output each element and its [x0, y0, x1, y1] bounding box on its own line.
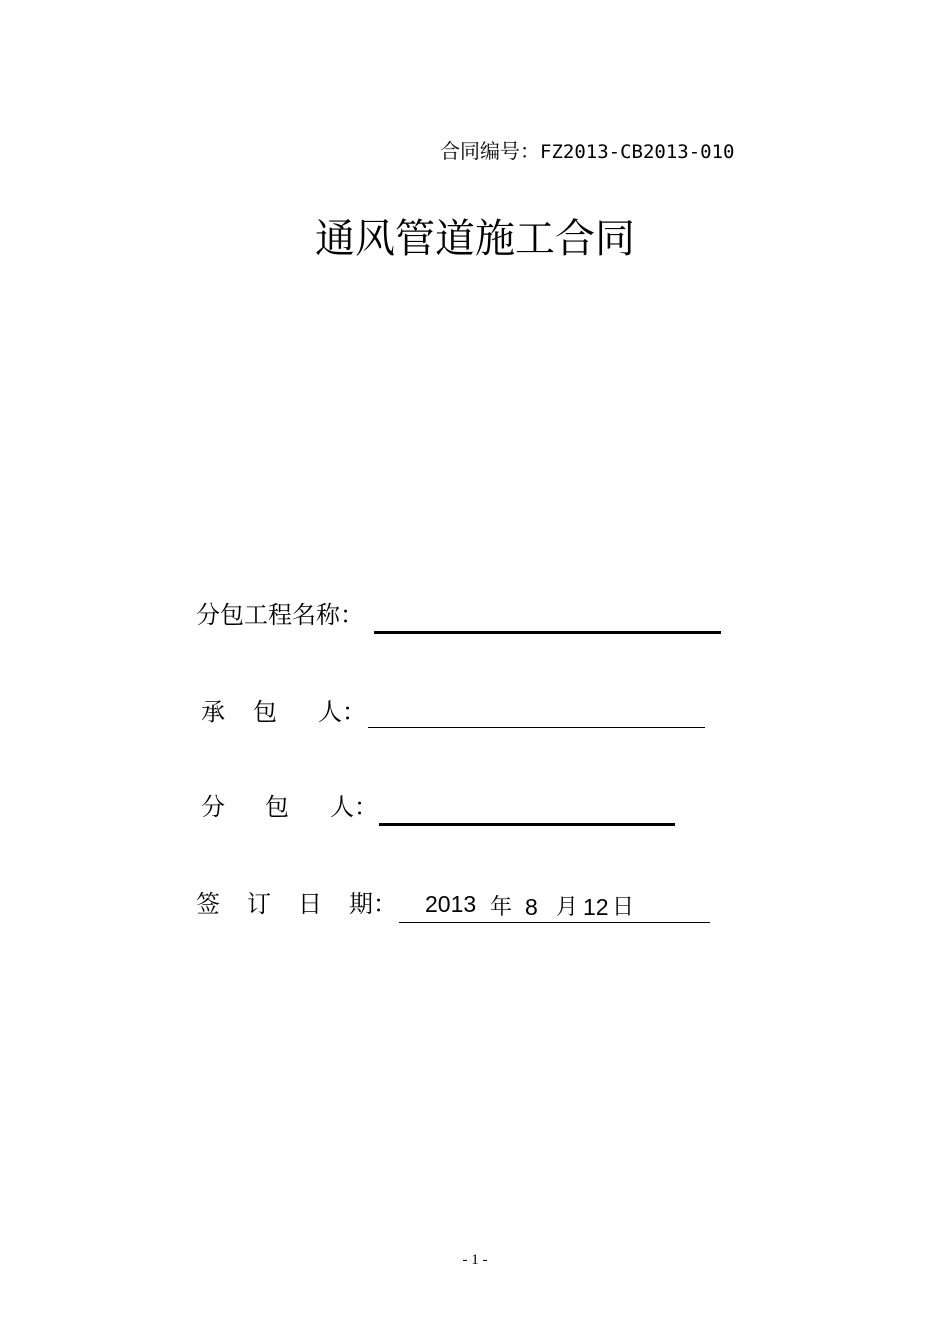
contract-number-label: 合同编号： — [440, 139, 540, 163]
page-number: - 1 - — [462, 1252, 488, 1268]
contract-number-value: FZ2013-CB2013-010 — [540, 141, 735, 163]
sign-date-year: 2013 — [425, 891, 477, 917]
document-title: 通风管道施工合同 — [315, 216, 635, 262]
sign-date-day: 12 — [583, 894, 609, 920]
contractor-underline — [368, 727, 705, 728]
sign-date-day-unit: 日 — [612, 895, 635, 920]
subcontractor-label-char-3: 人： — [330, 793, 378, 821]
contractor-label-char-3: 人： — [318, 698, 366, 726]
subcontractor-label-char-1: 分 — [201, 793, 225, 821]
contract-number — [440, 139, 734, 164]
subcontractor-label-char-2: 包 — [265, 793, 289, 821]
sign-date-label-char-1: 签 — [196, 890, 220, 918]
project-name-label: 分包工程名称： — [196, 601, 364, 629]
sign-date-month-unit: 月 — [556, 895, 579, 920]
sign-date-label-char-3: 日 — [298, 890, 322, 918]
contractor-label-char-2: 包 — [253, 698, 277, 726]
sign-date-label-char-2: 订 — [247, 890, 271, 918]
subcontractor-underline — [379, 823, 675, 826]
project-name-underline — [374, 631, 721, 634]
contractor-label-char-1: 承 — [201, 698, 225, 726]
sign-date-underline — [399, 922, 710, 923]
sign-date-month: 8 — [525, 894, 538, 920]
sign-date-label-char-4: 期： — [349, 890, 397, 918]
sign-date-year-unit: 年 — [490, 895, 513, 920]
